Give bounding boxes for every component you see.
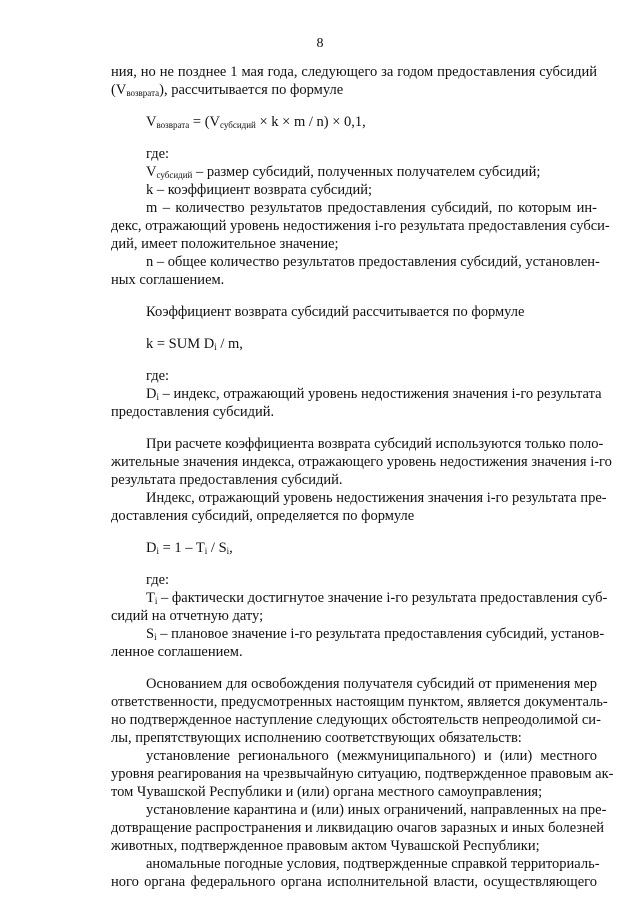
definition-line: $T_i$ – фактически достигнутое значение i-го результата предоставления суб- xyxy=(146,590,608,606)
formula-return-amount: $V_{возврата} = (V_{субсидий} \times k \times m / n) \times 0,1$, xyxy=(146,114,366,130)
paragraph-line: доставления субсидий, определяется по формуле xyxy=(111,508,415,524)
page-number: 8 xyxy=(316,36,324,51)
where-label: где: xyxy=(146,368,170,384)
where-label: где: xyxy=(146,146,170,162)
definition-line: ных соглашением. xyxy=(111,272,225,288)
definition-line: $D_i$ – индекс, отражающий уровень недостижения значения i-го результата xyxy=(146,386,602,402)
formula-coefficient: k = SUM $D_i$ / m, xyxy=(146,336,243,352)
definition-line: ленное соглашением. xyxy=(111,644,243,660)
paragraph-line: Основанием для освобождения получателя субсидий от применения мер xyxy=(146,676,597,692)
paragraph-line: аномальные погодные условия, подтвержденные справкой территориаль- xyxy=(146,856,600,872)
paragraph-line: жительные значения индекса, отражающего уровень недостижения значения i-го xyxy=(111,454,612,470)
paragraph-line: дотвращение распространения и ликвидацию очагов заразных и иных болезней xyxy=(111,820,605,836)
paragraph-line: установление карантина и (или) иных ограничений, направленных на пре- xyxy=(146,802,607,818)
definition-line: предоставления субсидий. xyxy=(111,404,275,420)
paragraph-line: но подтвержденное наступление следующих обстоятельств непреодолимой си- xyxy=(111,712,601,728)
where-label: где: xyxy=(146,572,170,588)
paragraph-line: ответственности, предусмотренных настоящим пунктом, является документаль- xyxy=(111,694,608,710)
paragraph-line: При расчете коэффициента возврата субсидий используются только поло- xyxy=(146,436,604,452)
definition-line: дий, имеет положительное значение; xyxy=(111,236,339,252)
paragraph-line: Индекс, отражающий уровень недостижения значения i-го результата пре- xyxy=(146,490,607,506)
definition-line: m – количество результатов предоставления субсидий, по которым ин- xyxy=(146,200,597,216)
paragraph-line: уровня реагирования на чрезвычайную ситуацию, подтвержденное правовым ак- xyxy=(111,766,614,782)
paragraph-line: том Чувашской Республики и (или) органа местного самоуправления; xyxy=(111,784,543,800)
paragraph-line: лы, препятствующих исполнению соответствующих обязательств: xyxy=(111,730,522,746)
paragraph-line: ния, но не позднее 1 мая года, следующего за годом предоставления субсидий xyxy=(111,64,597,80)
paragraph-line: Коэффициент возврата субсидий рассчитывается по формуле xyxy=(146,304,525,320)
definition-line: $V_{субсидий}$ – размер субсидий, полученных получателем субсидий; xyxy=(146,164,541,180)
paragraph-line: установление регионального (межмуниципального) и (или) местного xyxy=(146,748,597,764)
paragraph-line: $(V_{возврата})$, рассчитывается по формуле xyxy=(111,82,344,98)
definition-line: n – общее количество результатов предоставления субсидий, установлен- xyxy=(146,254,600,270)
definition-line: $S_i$ – плановое значение i-го результата предоставления субсидий, установ- xyxy=(146,626,605,642)
paragraph-line: животных, подтвержденное правовым актом Чувашской Республики; xyxy=(111,838,540,854)
definition-line: декс, отражающий уровень недостижения i-го результата предоставления субси- xyxy=(111,218,610,234)
definition-line: сидий на отчетную дату; xyxy=(111,608,264,624)
formula-index: $D_i = 1 - T_i / S_i$, xyxy=(146,540,233,556)
paragraph-line: результата предоставления субсидий. xyxy=(111,472,343,488)
paragraph-line: ного органа федерального органа исполнительной власти, осуществляющего xyxy=(111,874,597,890)
definition-line: k – коэффициент возврата субсидий; xyxy=(146,182,373,198)
